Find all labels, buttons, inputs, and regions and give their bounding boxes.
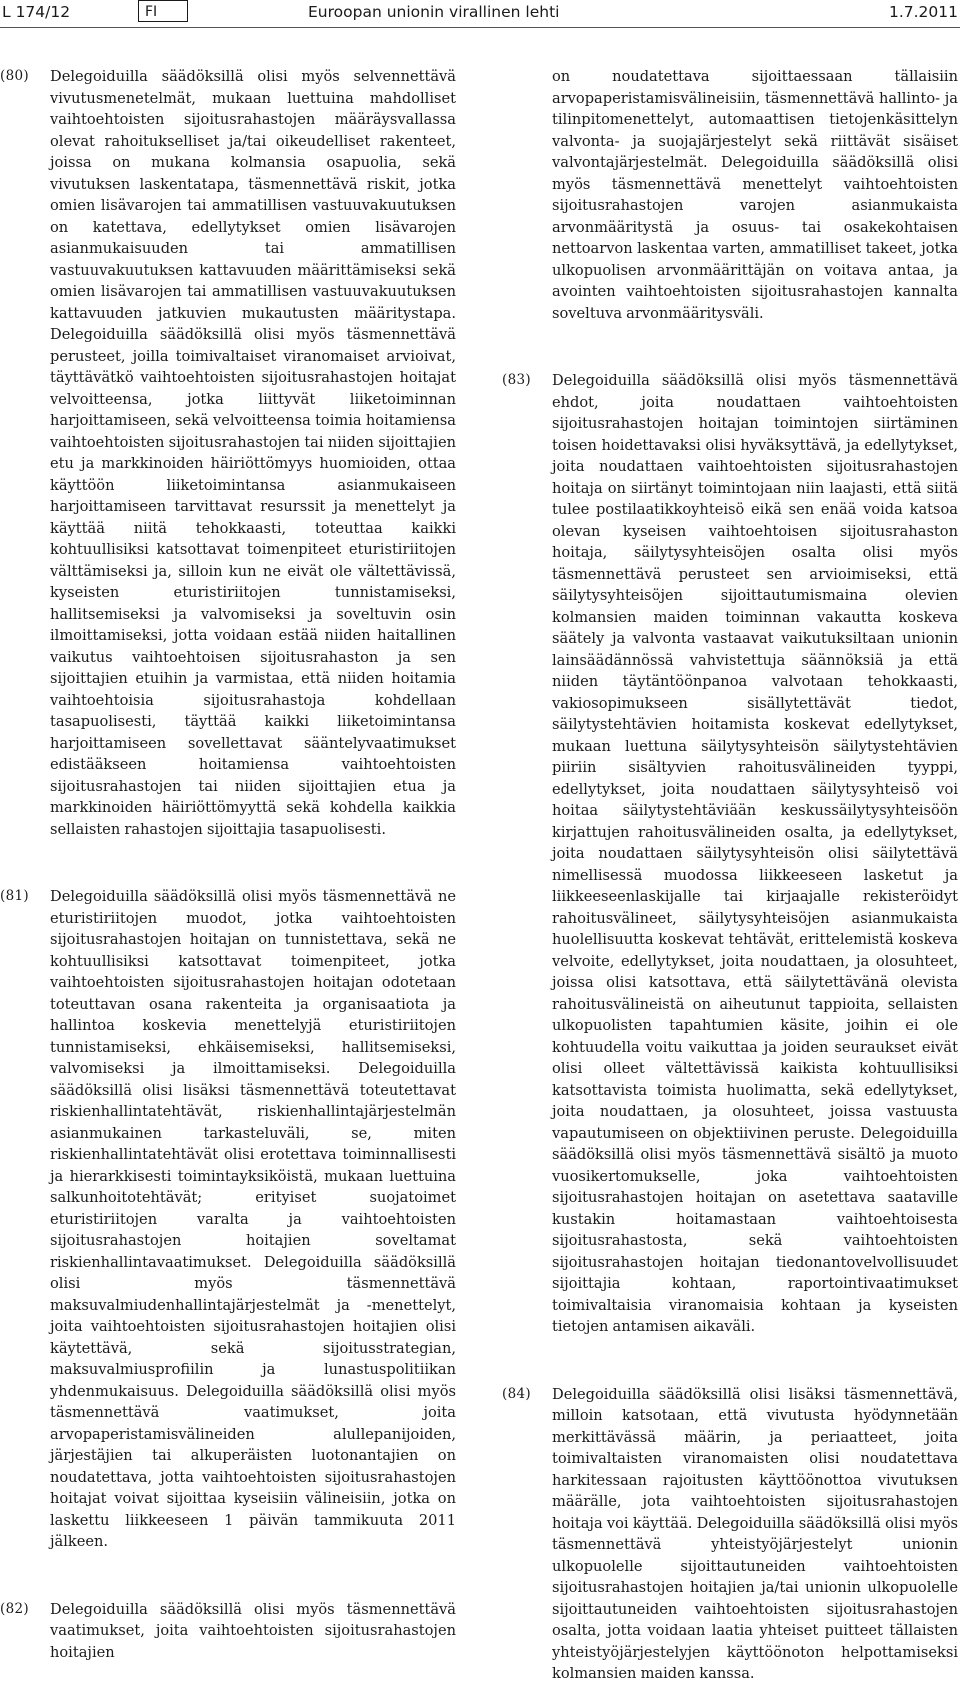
recital-83 — [502, 370, 958, 1338]
recital-number: (83) — [502, 372, 531, 388]
recital-text: Delegoiduilla säädöksillä olisi myös täsmennettävä vaatimukset, joita vaihtoehtoisten sijoitusrahastojen hoitajien — [50, 1600, 456, 1661]
header-rule — [0, 27, 960, 28]
journal-title: Euroopan unionin virallinen lehti — [308, 3, 560, 21]
recital-text: Delegoiduilla säädöksillä olisi lisäksi täsmennettävä, milloin katsotaan, että vivutusta hyödynnetään merkittävässä määrin, ja periaatteet, joita toimivaltaisten viranomaisten olisi noudatettava harkitessaan rajoitusten käyttöönottoa vivutuksen määrälle, jota vaihtoehtoisten sijoitusrahastojen hoitaja voi käyttää. Delegoiduilla säädöksillä olisi myös täsmennettävä yhteistyöjärjestelyt unionin ulkopuolelle sijoittautuneiden vaihtoehtoisten sijoitusrahastojen hoitajien ja/tai unionin ulkopuolelle sijoittautuneiden vaihtoehtoisten sijoitusrahastojen osalta, jotta voidaan laatia yhteiset puitteet tällaisten yhteistyöjärjestelyjen käyttöönoton helpottamiseksi kolmansien maiden kanssa. — [552, 1385, 958, 1682]
left-column — [0, 66, 456, 1663]
recital-number: (84) — [502, 1385, 531, 1402]
recital-number: (80) — [0, 68, 29, 84]
journal-series-page: L 174/12 — [2, 3, 71, 21]
recital-number: (81) — [0, 888, 29, 904]
recital-81 — [0, 886, 456, 1553]
page-header — [0, 0, 960, 26]
language-badge: FI — [138, 0, 188, 22]
recital-84 — [502, 1384, 958, 1685]
recital-text: Delegoiduilla säädöksillä olisi myös täsmennettävä ehdot, joita noudattaen vaihtoehtoisten sijoitusrahastojen hoitajan toimintojen siirtäminen toisen hoidettavaksi olisi hyväksyttävä, ja edellytykset, joita noudattaen vaihtoehtoisten sijoitusrahastojen hoitaja on siirtänyt toimintojaan niin laajasti, että siitä tulee postilaatikkoyhteisö eikä sen enää voida katsoa olevan kyseisen vaihtoehtoisen sijoitusrahaston hoitaja, säilytysyhteisöjen osalta olisi myös täsmennettävä perusteet sen arvioimiseksi, että säilytysyhteisöjen sijoittautumismaina olevien kolmansien maiden toiminnan vakautta koskeva säätely ja valvonta vastaavat vaikutuksiltaan unionin lainsäädännössä vahvistettuja säännöksiä ja että niiden täytäntöönpanoa valvotaan tehokkaasti, vakiosopimukseen sisällytettävät tiedot, säilytystehtävien hoitamista koskevat edellytykset, mukaan luettuna säilytysyhteisön säilytystehtävien piiriin sisältyvien rahoitusvälineiden tyyppi, edellytykset, joita noudattaen säilytysyhteisö voi hoitaa säilytystehtäviään keskussäilytysyhteisöön kirjattujen rahoitusvälineiden osalta, ja edellytykset, joita noudattaen säilytysyhteisön olisi säilytettävä nimellisessä muodossa liikkeeseen lasketut ja liikkeeseenlaskijalle tai kirjaajalle rekisteröidyt rahoitusvälineet, säilytysyhteisöjen asianmukaista huolellisuutta koskevat tehtävät, erittelemistä koskeva velvoite, edellytykset, joita noudattaen, ja olosuhteet, joissa olisi katsottava, että säilytettävänä olevista rahoitusvälineistä on aiheutunut tappioita, sellaisten ulkopuolisten tapahtumien käsite, joihin ei ole kohtuudella voitu vaikuttaa ja joiden seuraukset eivät olisi olleet vältettävissä kaikista kohtuullisiksi katsottavista toimista huolimatta, sekä edellytykset, joita noudattaen, ja olosuhteet, joissa vastuusta vapautumiseen on objektiivinen peruste. Delegoiduilla säädöksillä olisi myös täsmennettävä sisältö ja muoto vuosikertomukselle, joka vaihtoehtoisten sijoitusrahastojen hoitajan on asetettava saataville kustakin hoitamastaan vaihtoehtoisesta sijoitusrahastosta, sekä vaihtoehtoisten sijoitusrahastojen hoitajan tiedonantovelvollisuudet sijoittajia kohtaan, raportointivaatimukset toimivaltaisia viranomaisia kohtaan ja kyseisten tietojen antamisen aikaväli. — [552, 372, 958, 1335]
recital-number: (82) — [0, 1600, 29, 1617]
recital-80 — [0, 66, 456, 840]
right-column — [502, 66, 958, 1685]
publication-date: 1.7.2011 — [888, 3, 958, 21]
recital-text: Delegoiduilla säädöksillä olisi myös selvennettävä vivutusmenetelmät, mukaan luettuina mahdolliset vaihtoehtoisten sijoitusrahastojen määräysvallassa olevat rahoitukselliset ja/tai oikeudelliset rakenteet, joissa on mukana kolmansia osapuolia, sekä vivutuksen laskentatapa, täsmennettävä riskit, jotka omien lisävarojen tai ammatillisen vastuuvakuutuksen on katettava, edellytykset omien lisävarojen asianmukaisuuden tai ammatillisen vastuuvakuutuksen kattavuuden määrittämiseksi sekä omien lisävarojen tai ammatillisen vastuuvakuutuksen kattavuuden jatkuvien mukautusten määritystapa. Delegoiduilla säädöksillä olisi myös täsmennettävä perusteet, joilla toimivaltaiset viranomaiset arvioivat, täyttävätkö vaihtoehtoisten sijoitusrahastojen hoitajat velvoitteensa, jotka liittyvät liiketoiminnan harjoittamiseen, sekä velvoitteensa toimia hoitamiensa vaihtoehtoisten sijoitusrahastojen tai niiden sijoittajien etu ja markkinoiden häiriöttömyys huomioiden, ottaa käyttöön liiketoimintansa asianmukaiseen harjoittamiseen tarvittavat resurssit ja menettelyt ja käyttää niitä tehokkaasti, toteuttaa kaikki kohtuullisiksi katsottavat toimenpiteet eturistiriitojen välttämiseksi ja, silloin kun ne eivät ole vältettävissä, kyseisten eturistiriitojen tunnistamiseksi, hallitsemiseksi ja valvomiseksi ja soveltuvin osin ilmoittamiseksi, jotta voidaan estää niiden haitallinen vaikutus vaihtoehtoisen sijoitusrahaston ja sen sijoittajien etuihin ja varmistaa, että niiden hoitamia vaihtoehtoisia sijoitusrahastoja kohdellaan tasapuolisesti, täyttää kaikki liiketoimintansa harjoittamiseen sovellettavat sääntelyvaatimukset edistääkseen hoitamiensa vaihtoehtoisten sijoitusrahastojen tai niiden sijoittajien etua ja markkinoiden häiriöttömyyttä sekä kohdella kaikkia sellaisten rahastojen sijoittajia tasapuolisesti. — [50, 68, 456, 838]
recital-text: Delegoiduilla säädöksillä olisi myös täsmennettävä ne eturistiriitojen muodot, jotka vaihtoehtoisten sijoitusrahastojen hoitajan on tunnistettava, sekä ne kohtuullisiksi katsottavat toimenpiteet, jotka vaihtoehtoisten sijoitusrahastojen hoitajan odotetaan toteuttavan osana rakenteita ja organisaatiota ja hallintoa koskevia menettelyjä eturistiriitojen tunnistamiseksi, ehkäisemiseksi, hallitsemiseksi, valvomiseksi ja ilmoittamiseksi. Delegoiduilla säädöksillä olisi lisäksi täsmennettävä toteutettavat riskienhallintatehtävät, riskienhallintajärjestelmän asianmukainen tarkasteluväli, se, miten riskienhallintatehtävät olisi erotettava toiminnallisesti ja hierarkkisesti toimintayksiköistä, mukaan luettuina salkunhoitotehtävät; erityiset suojatoimet eturistiriitojen varalta ja vaihtoehtoisten sijoitusrahastojen hoitajien soveltamat riskienhallintavaatimukset. Delegoiduilla säädöksillä olisi myös täsmennettävä maksuvalmiudenhallintajärjestelmät ja -menettelyt, joita vaihtoehtoisten sijoitusrahastojen hoitajien olisi käytettävä, sekä sijoitusstrategian, maksuvalmiusprofiilin ja lunastuspolitiikan yhdenmukaisuus. Delegoiduilla säädöksillä olisi myös täsmennettävä vaatimukset, joita arvopaperistamisvälineiden alullepanijoiden, järjestäjien tai alkuperäisten luotonantajien on noudatettava, jotta vaihtoehtoisten sijoitusrahastojen hoitajat voivat sijoittaa kyseisiin välineisiin, jotka on laskettu liikkeeseen 1 päivän tammikuuta 2011 jälkeen. — [50, 888, 456, 1550]
recital-82 — [0, 1599, 456, 1664]
recital-82-continuation: on noudatettava sijoittaessaan tällaisiin arvopaperistamisvälineisiin, täsmennettävä hallinto- ja tilinpitomenettelyt, automaattisen tietojenkäsittelyn valvonta- ja suojajärjestelyt sekä riittävät sisäiset valvontajärjestelmät. Delegoiduilla säädöksillä olisi myös täsmennettävä menettelyt vaihtoehtoisten sijoitusrahastojen varojen asianmukaista arvonmääritystä ja osuus- tai osakekohtaisen nettoarvon laskentaa varten, ammatilliset takeet, jotka ulkopuolisen arvonmäärittäjän on voitava antaa, ja avointen vaihtoehtoisten sijoitusrahastojen kannalta soveltuva arvonmääritysväli. — [552, 68, 958, 322]
